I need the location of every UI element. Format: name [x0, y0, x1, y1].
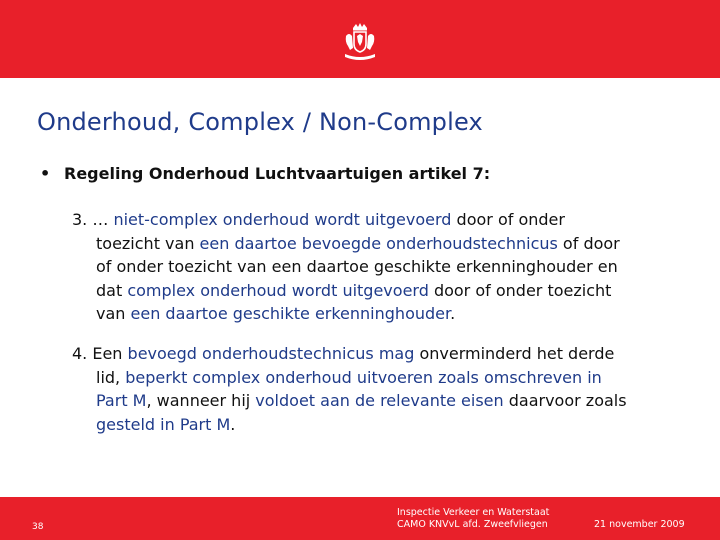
- clause-4-line-2: [72, 366, 692, 390]
- highlight-run: beperkt complex onderhoud uitvoeren zoals omschreven in: [125, 367, 602, 387]
- footer-organization: [397, 507, 549, 531]
- highlight-run: Part M: [96, 391, 147, 410]
- page-number: 38: [32, 522, 44, 532]
- bullet-heading: [40, 164, 680, 183]
- clause-4-line-1: [72, 342, 692, 366]
- highlight-run: complex onderhoud wordt uitgevoerd: [127, 280, 429, 300]
- text-run: .: [450, 304, 456, 323]
- text-run: .: [230, 414, 236, 434]
- text-run: lid,: [96, 367, 126, 387]
- clause-4-line-3: [72, 389, 692, 413]
- clause-3-line-2: [72, 232, 692, 256]
- article-clause-3: [72, 208, 692, 326]
- text-run: toezicht van: [96, 233, 200, 253]
- text-run: door of onder: [451, 210, 565, 229]
- text-run: daarvoor zoals: [503, 391, 627, 410]
- text-run: van: [96, 304, 131, 323]
- coat-of-arms-icon: [342, 22, 378, 62]
- highlight-run: gesteld in Part M: [96, 414, 231, 434]
- org-line-2: CAMO KNVvL afd. Zweefvliegen: [397, 519, 548, 530]
- text-run: door of onder toezicht: [428, 280, 612, 300]
- text-run: dat: [96, 280, 128, 300]
- footer-date: 21 november 2009: [594, 519, 685, 530]
- text-run: 3. …: [72, 210, 114, 229]
- bullet-symbol: •: [40, 164, 51, 183]
- text-run: of onder toezicht van een daartoe geschikte erkenninghouder en: [96, 257, 618, 276]
- highlight-run: bevoegd onderhoudstechnicus mag: [127, 344, 415, 363]
- clause-3-line-5: [72, 302, 692, 326]
- highlight-run: een daartoe geschikte erkenninghouder: [130, 304, 451, 323]
- clause-3-line-3: [72, 255, 692, 279]
- highlight-run: een daartoe bevoegde onderhoudstechnicus: [199, 233, 558, 253]
- clause-3-line-4: [72, 279, 692, 303]
- article-clause-4: [72, 342, 692, 436]
- text-run: of door: [557, 233, 620, 253]
- bullet-text: Regeling Onderhoud Luchtvaartuigen artikel 7:: [64, 164, 491, 183]
- org-line-1: Inspectie Verkeer en Waterstaat: [397, 507, 550, 518]
- header-band: [0, 0, 720, 78]
- page-title: Onderhoud, Complex / Non-Complex: [37, 108, 483, 136]
- highlight-run: niet-complex onderhoud wordt uitgevoerd: [113, 210, 452, 229]
- highlight-run: voldoet aan de relevante eisen: [255, 391, 504, 410]
- clause-3-line-1: [72, 208, 692, 232]
- text-run: 4. Een: [72, 344, 128, 363]
- text-run: , wanneer hij: [146, 391, 256, 410]
- clause-4-line-4: [72, 413, 692, 437]
- text-run: onverminderd het derde: [414, 344, 615, 363]
